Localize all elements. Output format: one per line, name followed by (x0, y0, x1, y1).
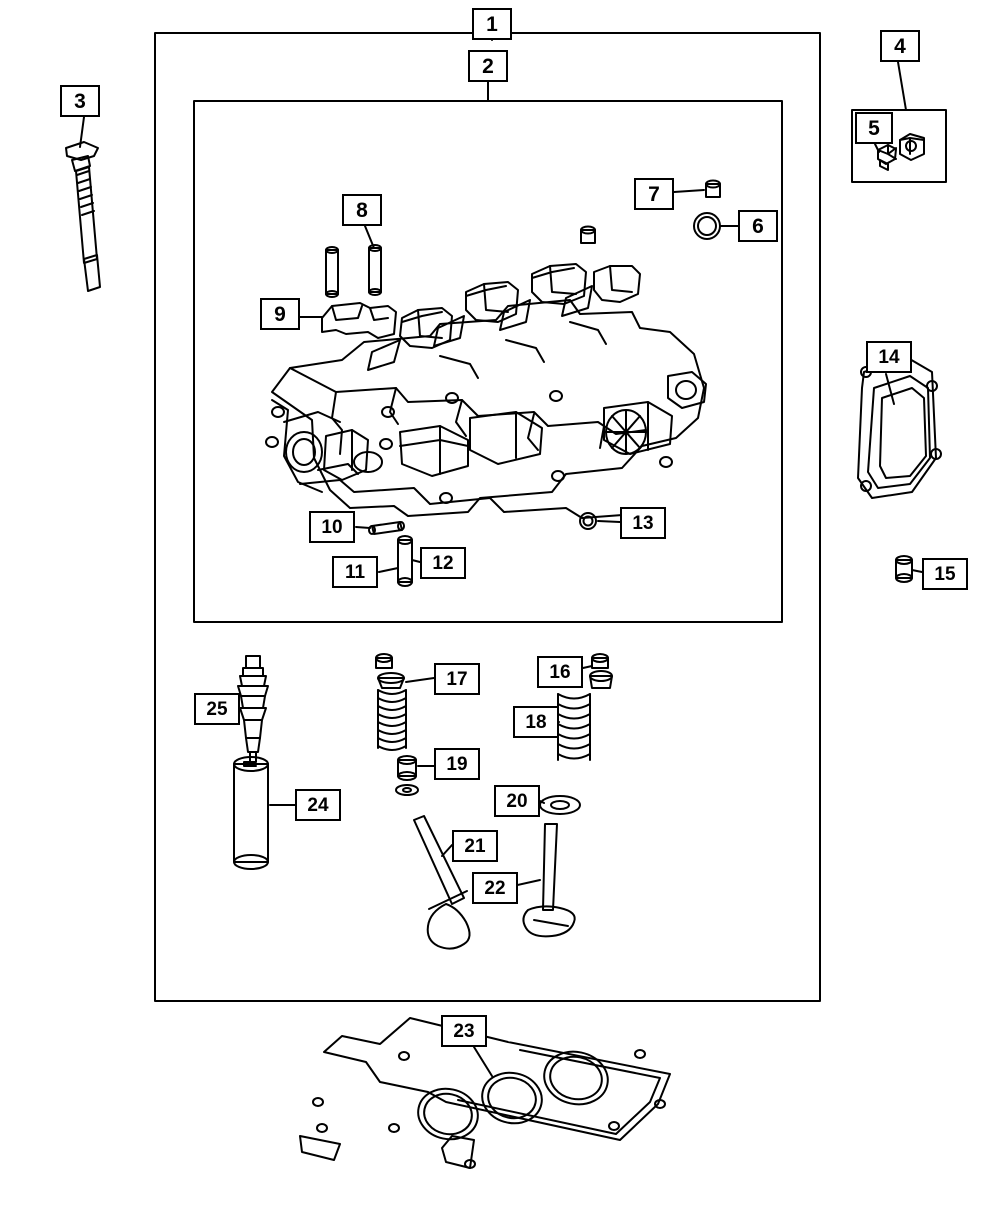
part-bearing-cap (322, 303, 396, 338)
part-plug-15 (896, 556, 912, 582)
callout-19[interactable]: 19 (434, 748, 480, 780)
leader-16 (583, 666, 592, 668)
callout-14[interactable]: 14 (866, 341, 912, 373)
leader-7 (674, 190, 704, 192)
callout-25[interactable]: 25 (194, 693, 240, 725)
callout-6[interactable]: 6 (738, 210, 778, 242)
leader-8 (365, 226, 374, 248)
part-dowel-pins (326, 245, 381, 297)
leader-12 (412, 560, 420, 562)
callout-22[interactable]: 22 (472, 872, 518, 904)
leader-11 (379, 568, 398, 572)
callout-7[interactable]: 7 (634, 178, 674, 210)
part-stem-seal-19 (398, 756, 416, 780)
leader-21 (442, 845, 452, 856)
callout-8[interactable]: 8 (342, 194, 382, 226)
leader-17 (406, 678, 434, 682)
part-o-ring-13 (580, 513, 596, 529)
leader-15 (912, 570, 922, 572)
part-spring-seat-20 (540, 796, 580, 814)
part-valve-spring-intake (378, 690, 406, 750)
part-dowel-10 (369, 522, 404, 534)
leader-13 (598, 521, 620, 522)
callout-18[interactable]: 18 (513, 706, 559, 738)
leader-14 (886, 374, 894, 404)
callout-10[interactable]: 10 (309, 511, 355, 543)
callout-1[interactable]: 1 (472, 8, 512, 40)
part-pin-11 (398, 536, 412, 586)
callout-2[interactable]: 2 (468, 50, 508, 82)
leader-23 (474, 1047, 492, 1076)
frame-inner (194, 101, 782, 622)
callout-23[interactable]: 23 (441, 1015, 487, 1047)
part-keeper-16 (590, 654, 612, 688)
leader-4 (898, 62, 906, 110)
leader-10 (356, 527, 370, 528)
part-spark-plug-tube (234, 757, 268, 869)
part-spark-plug (238, 656, 268, 766)
callout-11[interactable]: 11 (332, 556, 378, 588)
part-head-bolt (66, 142, 100, 291)
part-gasket-14 (858, 358, 941, 498)
callout-20[interactable]: 20 (494, 785, 540, 817)
part-cylinder-head-body (266, 264, 706, 518)
part-exhaust-valve (523, 824, 574, 936)
callout-24[interactable]: 24 (295, 789, 341, 821)
callout-12[interactable]: 12 (420, 547, 466, 579)
part-plug-6 (694, 213, 720, 239)
part-retainer-17 (376, 654, 404, 688)
part-valve-spring-exhaust (558, 694, 590, 760)
callout-9[interactable]: 9 (260, 298, 300, 330)
callout-3[interactable]: 3 (60, 85, 100, 117)
part-spring-seat-intake (396, 785, 418, 795)
callout-4[interactable]: 4 (880, 30, 920, 62)
callout-15[interactable]: 15 (922, 558, 968, 590)
callout-17[interactable]: 17 (434, 663, 480, 695)
callout-21[interactable]: 21 (452, 830, 498, 862)
callout-5[interactable]: 5 (855, 112, 893, 144)
callout-16[interactable]: 16 (537, 656, 583, 688)
callout-13[interactable]: 13 (620, 507, 666, 539)
